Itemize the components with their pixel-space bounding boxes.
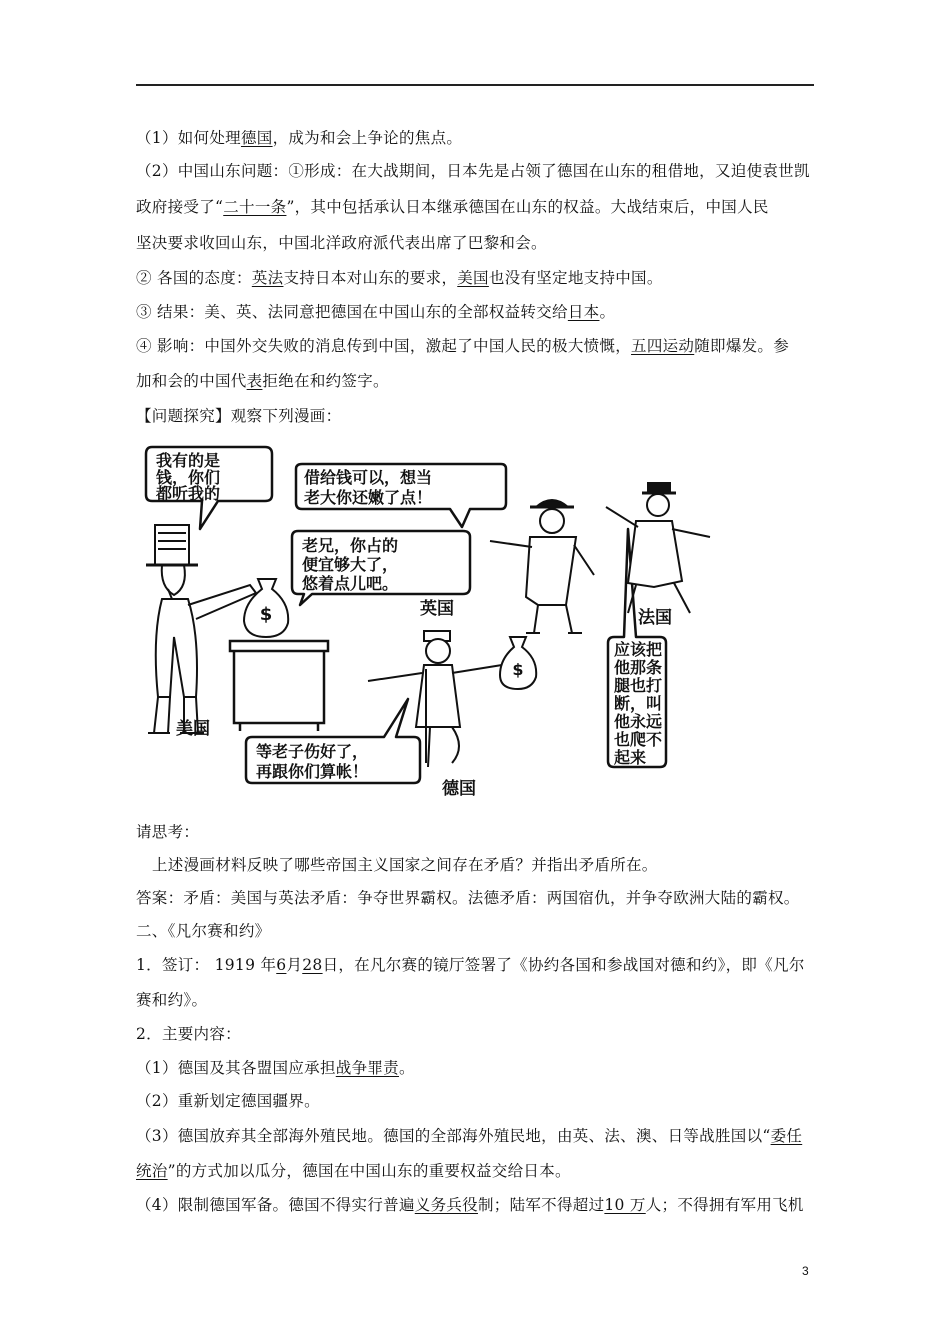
france-bubble-line-3: 腿也打 — [614, 676, 663, 695]
uk-figure — [490, 500, 594, 633]
france-figure — [606, 483, 710, 613]
france-bubble-line-2: 他那条 — [614, 658, 663, 677]
text-line-8: 加和会的中国代表拒绝在和约签字。 — [136, 372, 389, 390]
usa-to-uk-bubble-line-2: 便宜够大了， — [302, 555, 399, 574]
safe-box — [230, 641, 328, 731]
france-bubble-line-4: 断，叫 — [614, 694, 663, 713]
germany-bubble-line-1: 等老子伤好了， — [256, 742, 369, 761]
france-bubble-line-7: 起来 — [614, 748, 647, 767]
text-line-13: 二、《凡尔赛和约》 — [136, 922, 271, 940]
text-line-14: 1．签订： 1919 年6月28日，在凡尔赛的镜厅签署了《协约各国和参战国对德和约》，即《凡尔 — [136, 956, 805, 974]
page-number: 3 — [802, 1264, 809, 1278]
svg-text:$: $ — [259, 604, 273, 625]
text-line-18: （2）重新划定德国疆界。 — [136, 1092, 320, 1110]
germany-bubble-line-2: 再跟你们算帐！ — [256, 762, 369, 781]
header-rule — [136, 84, 814, 86]
france-bubble-line-5: 他永远 — [614, 712, 663, 731]
text-line-20: 统治”的方式加以瓜分，德国在中国山东的重要权益交给日本。 — [136, 1162, 571, 1180]
text-line-21: （4）限制德国军备。德国不得实行普遍义务兵役制；陆军不得超过10 万人；不得拥有军用飞机 — [136, 1196, 804, 1214]
text-line-11: 上述漫画材料反映了哪些帝国主义国家之间存在矛盾？并指出矛盾所在。 — [152, 856, 658, 874]
label-usa: 美国 — [176, 719, 210, 739]
france-bubble-line-6: 也爬不 — [614, 730, 663, 749]
text-line-7: ④ 影响：中国外交失败的消息传到中国，激起了中国人民的极大愤慨，五四运动随即爆发。参 — [136, 337, 790, 355]
label-france: 法国 — [638, 608, 672, 628]
usa-bubble-line-3: 都听我的 — [156, 484, 221, 503]
uk-bubble-line-1: 借给钱可以，想当 — [304, 468, 433, 487]
germany-figure — [368, 631, 502, 767]
label-uk: 英国 — [420, 599, 454, 619]
text-line-12: 答案：矛盾：美国与英法矛盾：争夺世界霸权。法德矛盾：两国宿仇，并争夺欧洲大陆的霸权。 — [136, 889, 800, 907]
usa-to-uk-bubble-line-3: 悠着点儿吧。 — [302, 574, 399, 593]
text-line-19: （3）德国放弃其全部海外殖民地。德国的全部海外殖民地，由英、法、澳、日等战胜国以“委任 — [136, 1127, 803, 1145]
germany-money-bag — [500, 637, 536, 689]
usa-to-uk-bubble-line-1: 老兄，你占的 — [302, 536, 399, 555]
political-cartoon — [140, 437, 740, 797]
text-line-9: 【问题探究】观察下列漫画： — [136, 407, 342, 425]
usa-money-bag — [244, 579, 288, 637]
label-germany: 德国 — [442, 779, 476, 797]
text-line-3: 政府接受了“二十一条”，其中包括承认日本继承德国在山东的权益。大战结束后，中国人民 — [136, 198, 769, 216]
text-line-1: （1）如何处理德国，成为和会上争论的焦点。 — [136, 129, 463, 147]
uk-bubble-line-2: 老大你还嫩了点！ — [304, 488, 433, 507]
text-line-10: 请思考： — [136, 823, 200, 841]
text-line-5: ② 各国的态度：英法支持日本对山东的要求，美国也没有坚定地支持中国。 — [136, 269, 663, 287]
svg-text:$: $ — [512, 660, 524, 679]
text-line-4: 坚决要求收回山东，中国北洋政府派代表出席了巴黎和会。 — [136, 234, 547, 252]
text-line-16: 2．主要内容： — [136, 1025, 241, 1043]
usa-bubble-line-1: 我有的是 — [156, 451, 221, 470]
text-line-17: （1）德国及其各盟国应承担战争罪责。 — [136, 1059, 415, 1077]
france-bubble-line-1: 应该把 — [614, 640, 663, 659]
usa-bubble-line-2: 钱，你们 — [156, 468, 221, 487]
text-line-6: ③ 结果：美、英、法同意把德国在中国山东的全部权益转交给日本。 — [136, 303, 616, 321]
text-line-2: （2）中国山东问题：①形成：在大战期间，日本先是占领了德国在山东的租借地，又迫使袁世凯 — [136, 162, 810, 180]
text-line-15: 赛和约》。 — [136, 991, 208, 1009]
